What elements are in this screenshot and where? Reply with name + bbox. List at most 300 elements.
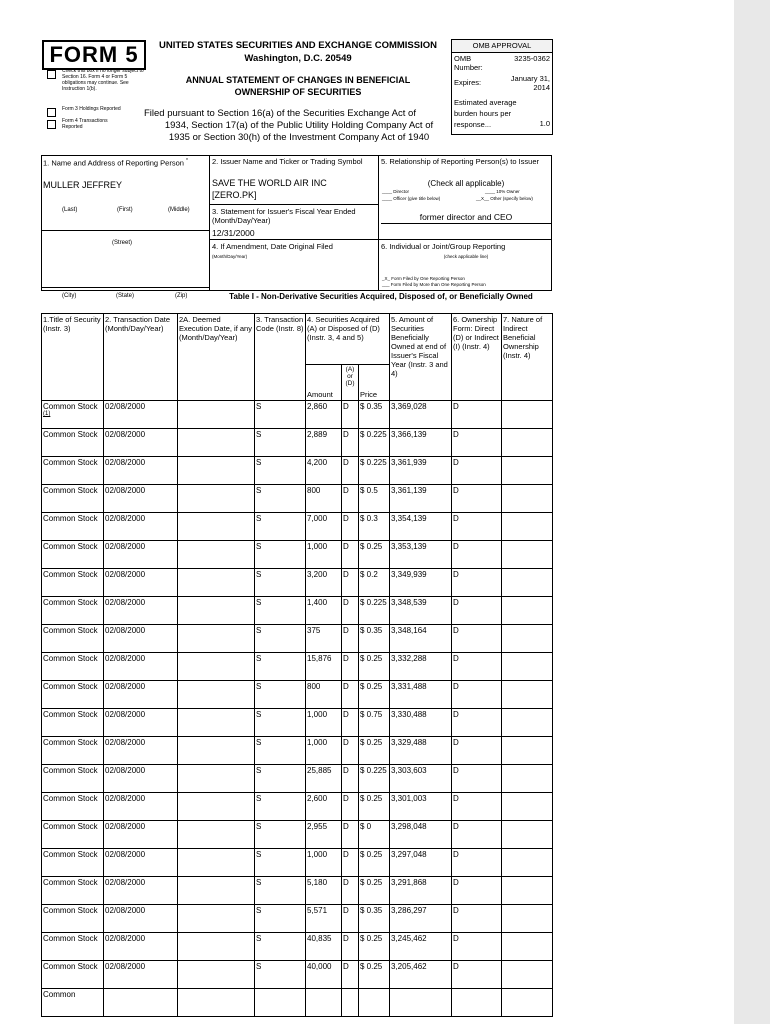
cell-amount: 1,400 (306, 597, 342, 625)
col-header-amount-owned: 5. Amount of Securities Beneficially Owned at end of Issuer's Fiscal Year (Instr. 3 and 4) (390, 314, 452, 401)
form4-transactions-label: Form 4 Transactions Reported (62, 118, 108, 130)
form4-transactions-checkbox[interactable] (47, 120, 56, 129)
cell-transaction-code: S (255, 541, 306, 569)
cell-price: $ 0.225 (359, 457, 390, 485)
table-row (42, 905, 553, 933)
cell-deemed-date (178, 737, 255, 765)
cell-transaction-date: 02/08/2000 (104, 849, 178, 877)
box2-label: 2. Issuer Name and Ticker or Trading Symbol (212, 157, 363, 166)
relationship-underline (381, 223, 551, 224)
cell-amount-owned: 3,297,048 (390, 849, 452, 877)
col-header-transaction-date: 2. Transaction Date (Month/Day/Year) (104, 314, 178, 401)
issuer-name: SAVE THE WORLD AIR INC (212, 178, 327, 188)
cell-price: $ 0.2 (359, 569, 390, 597)
cell-amount: 800 (306, 681, 342, 709)
cell-amount-owned: 3,361,139 (390, 485, 452, 513)
grid-divider (41, 287, 209, 288)
cell-price: $ 0 (359, 821, 390, 849)
cell-amount-owned: 3,361,939 (390, 457, 452, 485)
director-option: ____ Director (382, 189, 410, 194)
cell-ownership-form: D (452, 877, 502, 905)
cell-transaction-date: 02/08/2000 (104, 429, 178, 457)
cell-ownership-form: D (452, 765, 502, 793)
cell-transaction-date: 02/08/2000 (104, 709, 178, 737)
cell-deemed-date (178, 485, 255, 513)
table-row (42, 513, 553, 541)
cell-amount: 800 (306, 485, 342, 513)
zip-label: (Zip) (175, 293, 188, 299)
check-applicable-line: (check applicable line) (443, 254, 489, 259)
cell-security: Common Stock (42, 961, 104, 989)
cell-a-or-d: D (342, 765, 359, 793)
cell-a-or-d: D (342, 457, 359, 485)
table-row (42, 485, 553, 513)
cell-a-or-d: D (342, 429, 359, 457)
table-row (42, 821, 553, 849)
cell-nature (502, 653, 553, 681)
cell-amount: 7,000 (306, 513, 342, 541)
cell-deemed-date (178, 429, 255, 457)
cell-price: $ 0.75 (359, 709, 390, 737)
cell-deemed-date (178, 765, 255, 793)
cell-security: Common Stock $^{(1)}$ (42, 401, 104, 429)
cell-a-or-d: D (342, 849, 359, 877)
cell-transaction-code: S (255, 849, 306, 877)
form3-holdings-label: Form 3 Holdings Reported (62, 106, 121, 112)
cell-nature (502, 541, 553, 569)
cell-transaction-date: 02/08/2000 (104, 737, 178, 765)
cell-transaction-code: S (255, 793, 306, 821)
cell-amount: 375 (306, 625, 342, 653)
table-row (42, 709, 553, 737)
other-option: __X__ Other (specify below) (476, 196, 533, 201)
cell-ownership-form: D (452, 401, 502, 429)
cell-nature (502, 625, 553, 653)
cell-ownership-form: D (452, 821, 502, 849)
cell-deemed-date (178, 625, 255, 653)
last-label: (Last) (62, 207, 78, 213)
cell-deemed-date (178, 457, 255, 485)
omb-number-value: 3235-0362 (514, 54, 550, 63)
cell-ownership-form: D (452, 485, 502, 513)
cell-amount: 3,200 (306, 569, 342, 597)
col-header-title: 1.Title of Security (Instr. 3) (42, 314, 104, 401)
cell-ownership-form (452, 989, 502, 1017)
cell-a-or-d: D (342, 625, 359, 653)
cell-a-or-d: D (342, 569, 359, 597)
cell-a-or-d: D (342, 541, 359, 569)
col-header-a-or-d: (A) or (D) (342, 365, 359, 401)
cell-nature (502, 821, 553, 849)
cell-price: $ 0.25 (359, 653, 390, 681)
cell-transaction-date: 02/08/2000 (104, 513, 178, 541)
cell-a-or-d: D (342, 933, 359, 961)
cell-transaction-code: S (255, 821, 306, 849)
cell-transaction-code: S (255, 709, 306, 737)
cell-transaction-date: 02/08/2000 (104, 877, 178, 905)
cell-nature (502, 961, 553, 989)
cell-transaction-date (104, 989, 178, 1017)
cell-price: $ 0.225 (359, 765, 390, 793)
cell-amount-owned: 3,366,139 (390, 429, 452, 457)
cell-transaction-code: S (255, 933, 306, 961)
omb-number-label: OMB Number: (454, 54, 483, 72)
omb-burden-label: Estimated average burden hours per response... (454, 98, 517, 129)
cell-deemed-date (178, 709, 255, 737)
cell-transaction-code: S (255, 597, 306, 625)
cell-nature (502, 709, 553, 737)
cell-a-or-d: D (342, 513, 359, 541)
cell-ownership-form: D (452, 457, 502, 485)
omb-burden-value: 1.0 (539, 119, 550, 128)
cell-security: Common Stock (42, 737, 104, 765)
issuer-ticker: [ZERO.PK] (212, 190, 257, 200)
box6-label: 6. Individual or Joint/Group Reporting (381, 242, 506, 251)
cell-price: $ 0.35 (359, 625, 390, 653)
cell-security: Common Stock (42, 793, 104, 821)
agency-city: Washington, D.C. 20549 (244, 53, 352, 64)
cell-price: $ 0.225 (359, 597, 390, 625)
cell-transaction-code: S (255, 681, 306, 709)
multiple-reporting-persons-option: ___ Form Filed by More than One Reporting Person (382, 282, 486, 287)
cell-amount: 2,889 (306, 429, 342, 457)
relationship-title: former director and CEO (419, 212, 513, 222)
cell-a-or-d: D (342, 737, 359, 765)
cell-security: Common Stock (42, 765, 104, 793)
officer-option: ____ Officer (give title below) (382, 196, 441, 201)
table-row (42, 849, 553, 877)
cell-security: Common Stock (42, 933, 104, 961)
cell-price: $ 0.25 (359, 877, 390, 905)
cell-nature (502, 737, 553, 765)
col-header-price: Price (359, 365, 390, 401)
cell-nature (502, 681, 553, 709)
cell-nature (502, 765, 553, 793)
cell-deemed-date (178, 821, 255, 849)
cell-security: Common Stock (42, 905, 104, 933)
table-row (42, 653, 553, 681)
cell-security: Common Stock (42, 653, 104, 681)
cell-deemed-date (178, 989, 255, 1017)
cell-price: $ 0.25 (359, 737, 390, 765)
state-label: (State) (116, 293, 135, 299)
cell-deemed-date (178, 513, 255, 541)
cell-a-or-d: D (342, 905, 359, 933)
cell-amount-owned: 3,301,003 (390, 793, 452, 821)
table-row (42, 793, 553, 821)
cell-amount-owned: 3,286,297 (390, 905, 452, 933)
filed-pursuant-line3: 1935 or Section 30(h) of the Investment Company Act of 1940 (168, 132, 430, 143)
statement-title-line1: ANNUAL STATEMENT OF CHANGES IN BENEFICIAL (185, 75, 411, 85)
cell-transaction-date: 02/08/2000 (104, 653, 178, 681)
cell-nature (502, 429, 553, 457)
cell-ownership-form: D (452, 653, 502, 681)
cell-amount: 40,000 (306, 961, 342, 989)
city-label: (City) (62, 293, 77, 299)
omb-title: OMB APPROVAL (452, 40, 552, 53)
table-row (42, 569, 553, 597)
cell-ownership-form: D (452, 513, 502, 541)
box1-label: 1. Name and Address of Reporting Person * (43, 158, 188, 168)
cell-ownership-form: D (452, 541, 502, 569)
cell-deemed-date (178, 877, 255, 905)
cell-ownership-form: D (452, 849, 502, 877)
cell-amount: 1,000 (306, 737, 342, 765)
cell-price: $ 0.35 (359, 401, 390, 429)
cell-price: $ 0.25 (359, 793, 390, 821)
table-row (42, 961, 553, 989)
cell-amount-owned: 3,205,462 (390, 961, 452, 989)
form3-holdings-checkbox[interactable] (47, 108, 56, 117)
table-row (42, 765, 553, 793)
col-header-deemed-date: 2A. Deemed Execution Date, if any (Month/Day/Year) (178, 314, 255, 401)
cell-transaction-code: S (255, 625, 306, 653)
cell-amount-owned: 3,331,488 (390, 681, 452, 709)
cell-security: Common Stock (42, 485, 104, 513)
cell-nature (502, 793, 553, 821)
cell-amount: 5,571 (306, 905, 342, 933)
col-header-nature: 7. Nature of Indirect Beneficial Ownership (Instr. 4) (502, 314, 553, 401)
cell-nature (502, 905, 553, 933)
cell-deemed-date (178, 541, 255, 569)
cell-security: Common Stock (42, 849, 104, 877)
cell-ownership-form: D (452, 597, 502, 625)
no-longer-subject-checkbox[interactable] (47, 70, 56, 79)
cell-price: $ 0.25 (359, 681, 390, 709)
cell-nature (502, 485, 553, 513)
table-row (42, 933, 553, 961)
cell-amount-owned: 3,332,288 (390, 653, 452, 681)
cell-deemed-date (178, 961, 255, 989)
cell-ownership-form: D (452, 961, 502, 989)
cell-a-or-d: D (342, 821, 359, 849)
box4-label: 4. If Amendment, Date Original Filed (Month/Day/Year) (212, 242, 333, 259)
cell-price: $ 0.25 (359, 933, 390, 961)
cell-ownership-form: D (452, 793, 502, 821)
col-header-amount: Amount (306, 365, 342, 401)
filed-pursuant-line2: 1934, Section 17(a) of the Public Utility Holding Company Act of (164, 120, 434, 131)
grid-divider (41, 230, 209, 231)
cell-deemed-date (178, 653, 255, 681)
middle-label: (Middle) (168, 207, 190, 213)
cell-a-or-d: D (342, 709, 359, 737)
cell-deemed-date (178, 849, 255, 877)
cell-amount-owned: 3,298,048 (390, 821, 452, 849)
cell-a-or-d (342, 989, 359, 1017)
cell-amount-owned: 3,330,488 (390, 709, 452, 737)
one-reporting-person-option: _X_ Form Filed by One Reporting Person (382, 276, 465, 281)
statement-title-line2: OWNERSHIP OF SECURITIES (234, 87, 362, 97)
footnote-link[interactable]: (1) (43, 411, 51, 417)
cell-amount: 1,000 (306, 541, 342, 569)
cell-amount-owned: 3,354,139 (390, 513, 452, 541)
table-row (42, 625, 553, 653)
cell-amount-owned (390, 989, 452, 1017)
cell-amount-owned: 3,349,939 (390, 569, 452, 597)
cell-transaction-code: S (255, 485, 306, 513)
col-header-transaction-code: 3. Transaction Code (Instr. 8) (255, 314, 306, 401)
cell-security: Common Stock (42, 513, 104, 541)
cell-transaction-code: S (255, 429, 306, 457)
cell-nature (502, 569, 553, 597)
cell-transaction-date: 02/08/2000 (104, 905, 178, 933)
cell-nature (502, 597, 553, 625)
table1-title: Table I - Non-Derivative Securities Acquired, Disposed of, or Beneficially Owned (229, 292, 533, 301)
cell-nature (502, 933, 553, 961)
cell-price: $ 0.25 (359, 849, 390, 877)
cell-nature (502, 877, 553, 905)
first-label: (First) (117, 207, 133, 213)
cell-deemed-date (178, 597, 255, 625)
cell-amount-owned: 3,291,868 (390, 877, 452, 905)
cell-transaction-date: 02/08/2000 (104, 933, 178, 961)
cell-security: Common Stock (42, 597, 104, 625)
table-row (42, 457, 553, 485)
cell-a-or-d: D (342, 793, 359, 821)
cell-transaction-code: S (255, 905, 306, 933)
table-row (42, 877, 553, 905)
table-row (42, 541, 553, 569)
cell-nature (502, 457, 553, 485)
cell-a-or-d: D (342, 961, 359, 989)
grid-divider (378, 155, 379, 291)
cell-deemed-date (178, 569, 255, 597)
col-header-securities: 4. Securities Acquired (A) or Disposed of (D) (Instr. 3, 4 and 5) (306, 314, 390, 365)
cell-transaction-code: S (255, 513, 306, 541)
cell-transaction-date: 02/08/2000 (104, 821, 178, 849)
table-row (42, 597, 553, 625)
cell-nature (502, 989, 553, 1017)
cell-deemed-date (178, 933, 255, 961)
cell-security: Common Stock (42, 821, 104, 849)
cell-amount: 1,000 (306, 849, 342, 877)
table1 (41, 313, 553, 1017)
table1-body (42, 401, 553, 1017)
cell-deemed-date (178, 401, 255, 429)
cell-price: $ 0.25 (359, 961, 390, 989)
cell-a-or-d: D (342, 485, 359, 513)
table-row (42, 737, 553, 765)
fiscal-year-end-date: 12/31/2000 (212, 228, 255, 238)
cell-amount-owned: 3,369,028 (390, 401, 452, 429)
viewer-background (734, 0, 770, 1024)
cell-security: Common Stock (42, 877, 104, 905)
cell-price: $ 0.225 (359, 429, 390, 457)
cell-security: Common Stock (42, 457, 104, 485)
cell-transaction-code: S (255, 961, 306, 989)
cell-security: Common Stock (42, 429, 104, 457)
grid-divider (209, 155, 210, 291)
cell-a-or-d: D (342, 877, 359, 905)
table-row (42, 429, 553, 457)
cell-nature (502, 849, 553, 877)
cell-ownership-form: D (452, 905, 502, 933)
cell-transaction-code: S (255, 653, 306, 681)
check-all-applicable: (Check all applicable) (427, 179, 505, 188)
grid-divider (378, 239, 552, 240)
cell-ownership-form: D (452, 625, 502, 653)
cell-transaction-date: 02/08/2000 (104, 681, 178, 709)
cell-security: Common Stock (42, 681, 104, 709)
cell-amount: 2,955 (306, 821, 342, 849)
cell-amount-owned: 3,348,164 (390, 625, 452, 653)
cell-amount-owned: 3,348,539 (390, 597, 452, 625)
cell-security: Common Stock (42, 569, 104, 597)
cell-a-or-d: D (342, 401, 359, 429)
cell-amount: 2,600 (306, 793, 342, 821)
cell-nature (502, 401, 553, 429)
box5-label: 5. Relationship of Reporting Person(s) to Issuer (381, 157, 539, 166)
cell-transaction-date: 02/08/2000 (104, 597, 178, 625)
omb-expires-value: January 31, 2014 (510, 74, 550, 92)
cell-ownership-form: D (452, 737, 502, 765)
cell-ownership-form: D (452, 933, 502, 961)
cell-nature (502, 513, 553, 541)
cell-ownership-form: D (452, 681, 502, 709)
agency-name: UNITED STATES SECURITIES AND EXCHANGE COMMISSION (159, 40, 437, 51)
cell-amount-owned: 3,353,139 (390, 541, 452, 569)
col-header-ownership-form: 6. Ownership Form: Direct (D) or Indirect (I) (Instr. 4) (452, 314, 502, 401)
grid-divider (209, 239, 378, 240)
cell-amount: 2,860 (306, 401, 342, 429)
cell-price (359, 989, 390, 1017)
cell-amount: 15,876 (306, 653, 342, 681)
table-row (42, 401, 553, 429)
cell-transaction-date: 02/08/2000 (104, 625, 178, 653)
cell-ownership-form: D (452, 569, 502, 597)
cell-a-or-d: D (342, 653, 359, 681)
cell-ownership-form: D (452, 709, 502, 737)
cell-amount: 4,200 (306, 457, 342, 485)
cell-transaction-date: 02/08/2000 (104, 541, 178, 569)
street-label: (Street) (112, 240, 133, 246)
box3-label: 3. Statement for Issuer's Fiscal Year Ended (Month/Day/Year) (212, 207, 356, 225)
cell-transaction-date: 02/08/2000 (104, 569, 178, 597)
cell-transaction-date: 02/08/2000 (104, 457, 178, 485)
cell-transaction-code (255, 989, 306, 1017)
cell-transaction-code: S (255, 457, 306, 485)
cell-price: $ 0.35 (359, 905, 390, 933)
omb-approval-box (451, 39, 553, 135)
cell-transaction-date: 02/08/2000 (104, 793, 178, 821)
cell-transaction-date: 02/08/2000 (104, 765, 178, 793)
cell-amount-owned: 3,245,462 (390, 933, 452, 961)
cell-amount-owned: 3,329,488 (390, 737, 452, 765)
cell-price: $ 0.3 (359, 513, 390, 541)
cell-amount: 1,000 (306, 709, 342, 737)
no-longer-subject-label: Check this box if no longer subject to Section 16. Form 4 or Form 5 obligations may continue. See Instruction 1(b). (62, 68, 144, 92)
omb-expires-label: Expires: (454, 78, 482, 87)
cell-price: $ 0.5 (359, 485, 390, 513)
reporting-person-name: MULLER JEFFREY (43, 180, 123, 190)
form-title: FORM 5 (42, 40, 146, 70)
cell-security: Common Stock (42, 625, 104, 653)
cell-transaction-code: S (255, 569, 306, 597)
cell-amount: 5,180 (306, 877, 342, 905)
cell-transaction-code: S (255, 737, 306, 765)
cell-deemed-date (178, 681, 255, 709)
cell-transaction-code: S (255, 401, 306, 429)
table-row (42, 681, 553, 709)
ten-pct-owner-option: ____ 10% Owner (485, 189, 520, 194)
cell-a-or-d: D (342, 597, 359, 625)
cell-amount: 25,885 (306, 765, 342, 793)
cell-amount-owned: 3,303,603 (390, 765, 452, 793)
cell-transaction-date: 02/08/2000 (104, 961, 178, 989)
grid-divider (209, 204, 378, 205)
cell-security: Common Stock (42, 541, 104, 569)
cell-amount (306, 989, 342, 1017)
